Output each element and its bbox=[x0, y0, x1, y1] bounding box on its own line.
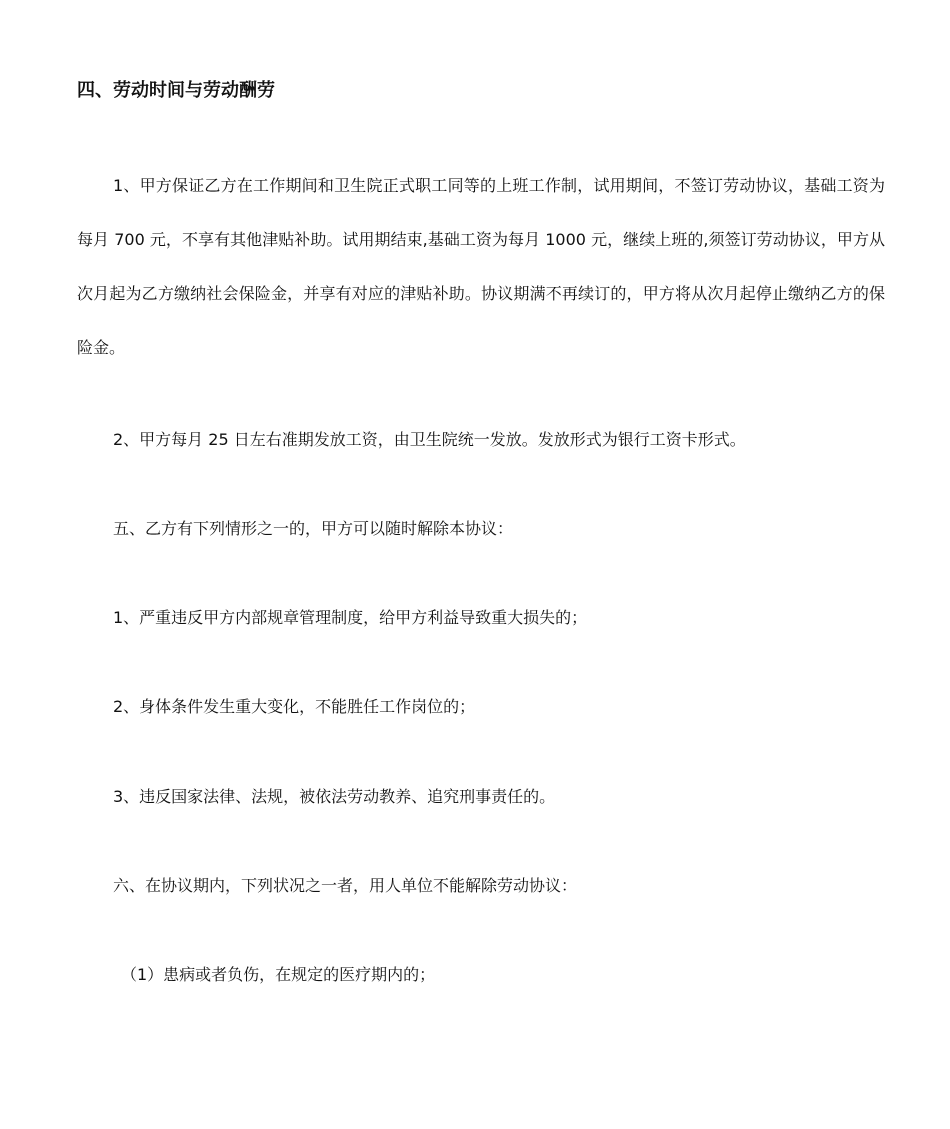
section-4-heading: 四、劳动时间与劳动酬劳 bbox=[77, 80, 275, 101]
section-5-item-2: 2、身体条件发生重大变化，不能胜任工作岗位的； bbox=[113, 697, 476, 716]
section-6-item-1: （1）患病或者负伤，在规定的医疗期内的； bbox=[121, 965, 436, 984]
section-5-item-1: 1、严重违反甲方内部规章管理制度，给甲方利益导致重大损失的； bbox=[113, 608, 588, 627]
section-5-item-3: 3、违反国家法律、法规，被依法劳动教养、追究刑事责任的。 bbox=[113, 787, 556, 806]
section-4-item-2-paragraph: 2、甲方每月 25 日左右准期发放工资，由卫生院统一发放。发放形式为银行工资卡形式。 bbox=[113, 430, 746, 449]
section-5-heading: 五、乙方有下列情形之一的，甲方可以随时解除本协议： bbox=[113, 519, 514, 538]
section-6-heading: 六、在协议期内，下列状况之一者，用人单位不能解除劳动协议： bbox=[113, 876, 578, 895]
section-4-item-1-paragraph: 1、甲方保证乙方在工作期间和卫生院正式职工同等的上班工作制，试用期间，不签订劳动协议，基础工资为每月 700 元，不享有其他津贴补助。试用期结束,基础工资为每月 1000 元，继续上班的,须签订劳动协议，甲方从次月起为乙方缴纳社会保险金，并享有对应的津贴补助。协议期满不再续订的，甲方将从次月起停止缴纳乙方的保险金。 bbox=[77, 176, 885, 357]
